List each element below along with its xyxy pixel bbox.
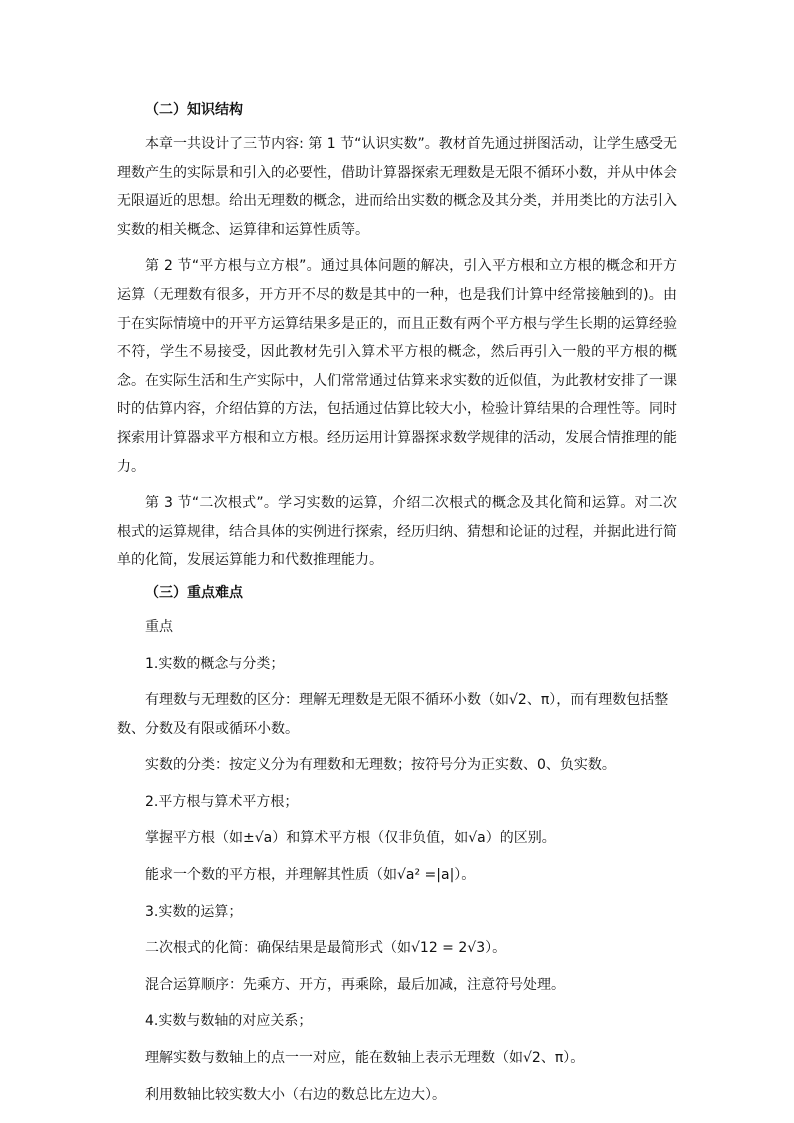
section-heading-key-difficulties: （三）重点难点 [145,584,243,601]
list-item: 1.实数的概念与分类； [145,655,285,672]
list-item: 混合运算顺序：先乘方、开方，再乘除，最后加减，注意符号处理。 [145,976,565,993]
key-points-label: 重点 [145,618,173,635]
list-item: 二次根式的化简：确保结果是最简形式（如√12 = 2√3）。 [145,940,507,957]
list-item: 4.实数与数轴的对应关系； [145,1013,313,1030]
list-item: 利用数轴比较实数大小（右边的数总比左边大）。 [145,1086,446,1103]
paragraph-section-3: 第 3 节“二次根式”。学习实数的运算，介绍二次根式的概念及其化简和运算。对二次根式的运算规律，结合具体的实例进行探索，经历归纳、猜想和论证的过程，并据此进行简单的化简，发展运算能力和代数推理能力。 [117,495,677,569]
list-item: 2.平方根与算术平方根； [145,793,299,810]
list-item: 有理数与无理数的区分：理解无理数是无限不循环小数（如√2、π），而有理数包括整数、分数及有限或循环小数。 [117,692,669,737]
list-item: 理解实数与数轴上的点一一对应，能在数轴上表示无理数（如√2、π）。 [145,1050,585,1067]
paragraph-section-2: 第 2 节“平方根与立方根”。通过具体问题的解决，引入平方根和立方根的概念和开方运算（无理数有很多，开方开不尽的数是其中的一种，也是我们计算中经常接触到的)。由于在实际情境中的开平方运算结果多是正的，而且正数有两个平方根与学生长期的运算经验不符，学生不易接受，因此教材先引入算术平方根的概念，然后再引入一般的平方根的概念。在实际生活和生产实际中，人们常常通过估算来求实数的近似值，为此教材安排了一课时的估算内容，介绍估算的方法，包括通过估算比较大小，检验计算结果的合理性等。同时探索用计算器求平方根和立方根。经历运用计算器探求数学规律的活动，发展合情推理的能力。 [117,258,677,475]
document-content [117,100,677,1109]
paragraph-chapter-overview: 本章一共设计了三节内容: 第 1 节“认识实数”。教材首先通过拼图活动，让学生感受无理数产生的实际景和引入的必要性，借助计算器探索无理数是无限不循环小数，并从中体会无限逼近的思想。给出无理数的概念，进而给出实数的概念及其分类，并用类比的方法引入实数的相关概念、运算律和运算性质等。 [117,136,677,238]
list-item: 能求一个数的平方根，并理解其性质（如√a² =|a|）。 [145,867,476,884]
list-item: 3.实数的运算； [145,903,243,920]
list-item: 掌握平方根（如±√a）和算术平方根（仅非负值，如√a）的区别。 [145,830,556,847]
section-heading-knowledge-structure: （二）知识结构 [145,102,243,118]
list-item: 实数的分类：按定义分为有理数和无理数；按符号分为正实数、0、负实数。 [145,757,616,774]
